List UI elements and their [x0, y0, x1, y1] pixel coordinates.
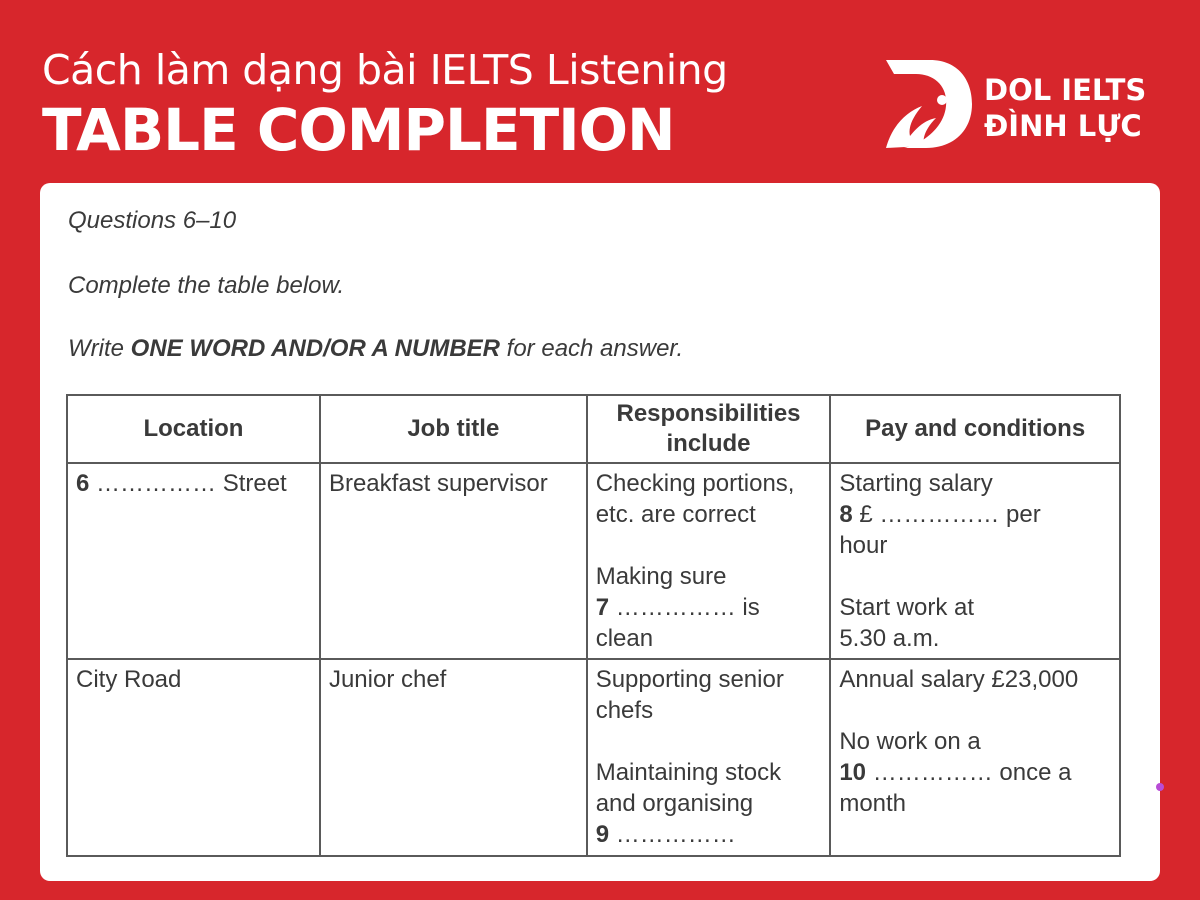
brand-line1: DOL IELTS: [984, 73, 1147, 107]
text-line: [839, 757, 1111, 788]
brand-name: [984, 72, 1146, 144]
header-title: TABLE COMPLETION: [42, 96, 675, 164]
instruction-word-limit: [68, 335, 683, 363]
text-line: month: [839, 790, 907, 817]
gap-text: …………… is: [609, 594, 760, 621]
instruction-pre: Write: [68, 335, 131, 362]
brand-line2: ĐÌNH LỰC: [984, 109, 1142, 143]
text-line: etc. are correct: [595, 501, 756, 528]
cell-pay: [830, 463, 1120, 659]
header-pay: Pay and conditions: [830, 395, 1120, 463]
cell-job: Breakfast supervisor: [320, 463, 587, 659]
completion-table: [66, 394, 1121, 857]
cell-location: City Road: [67, 659, 320, 856]
cell-location: [67, 463, 320, 659]
cell-responsibilities: [587, 463, 831, 659]
instruction-bold: ONE WORD AND/OR A NUMBER: [130, 335, 500, 362]
header-responsibilities: Responsibilities include: [587, 395, 831, 463]
text-line: Annual salary £23,000: [839, 666, 1079, 693]
instruction-complete-table: Complete the table below.: [68, 272, 345, 299]
brand: [882, 56, 1172, 156]
decorative-dot: [1156, 783, 1164, 791]
question-number: 6: [76, 470, 90, 497]
header-subtitle: Cách làm dạng bài IELTS Listening: [42, 46, 728, 94]
text-line: Supporting senior: [595, 666, 784, 693]
text-line: Checking portions,: [595, 470, 795, 497]
question-number: 8: [839, 501, 853, 528]
text-line: Starting salary: [839, 470, 993, 497]
question-number: 10: [839, 759, 867, 786]
text-line: hour: [839, 532, 888, 559]
text-line: chefs: [595, 697, 654, 724]
gap-text: …………… Street: [89, 470, 287, 497]
header-job-title: Job title: [320, 395, 587, 463]
table-row: [67, 463, 1120, 659]
dol-logo-icon: [882, 56, 974, 152]
gap-text: ……………: [609, 821, 736, 848]
header-location: Location: [67, 395, 320, 463]
text-line: Maintaining stock: [595, 759, 782, 786]
text-line: clean: [595, 625, 654, 652]
text-line: [596, 592, 822, 623]
text-line: Making sure: [595, 563, 727, 590]
questions-heading: Questions 6–10: [68, 207, 237, 234]
text-line: Start work at: [839, 594, 975, 621]
cell-responsibilities: [587, 659, 831, 856]
question-card: [40, 183, 1160, 881]
cell-pay: [830, 659, 1120, 856]
text-line: No work on a: [839, 728, 981, 755]
gap-text: £ …………… per: [852, 501, 1041, 528]
text-line: and organising: [595, 790, 754, 817]
gap-text: …………… once a: [866, 759, 1072, 786]
text-line: [596, 819, 822, 850]
table-header-row: [67, 395, 1120, 463]
text-line: 5.30 a.m.: [839, 625, 940, 652]
table-row: [67, 659, 1120, 856]
question-number: 7: [595, 594, 610, 621]
text-line: [839, 499, 1111, 530]
instruction-post: for each answer.: [500, 335, 684, 362]
question-number: 9: [595, 821, 610, 848]
cell-job: Junior chef: [320, 659, 587, 856]
